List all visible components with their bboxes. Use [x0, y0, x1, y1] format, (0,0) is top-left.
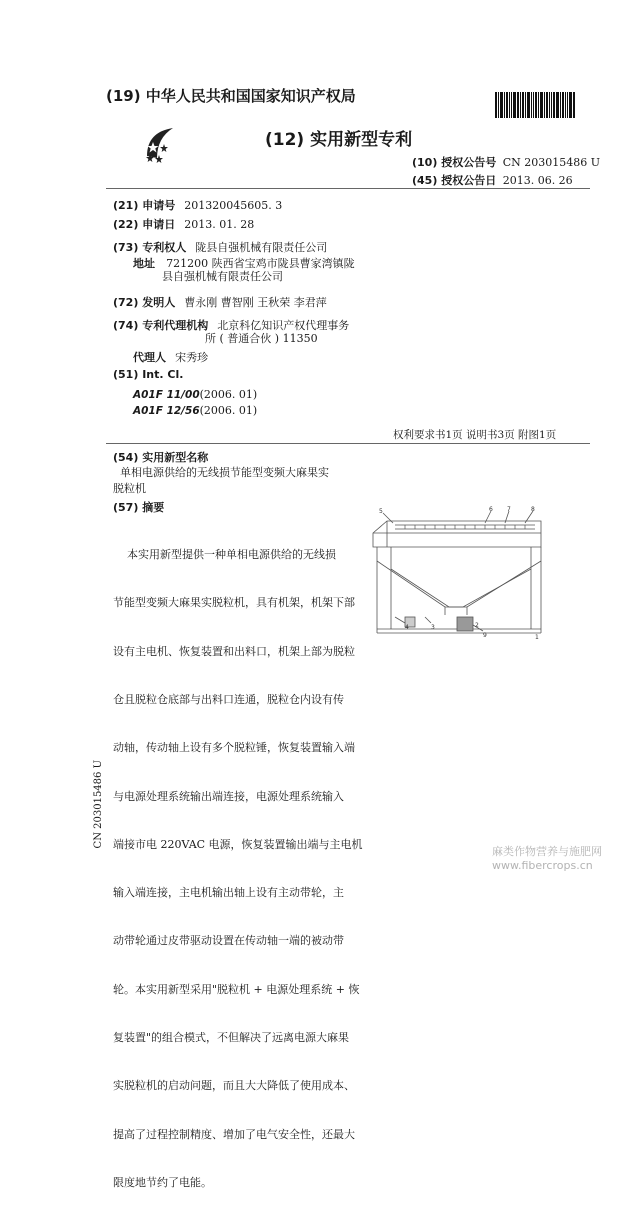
- title-label: (54) 实用新型名称: [113, 451, 209, 464]
- abstract-line: 设有主电机、恢复装置和出料口，机架上部为脱粒: [113, 644, 355, 658]
- inventors-label: (72) 发明人: [113, 296, 176, 309]
- watermark-url: www.fibercrops.cn: [492, 859, 593, 872]
- abstract-text: [113, 515, 363, 1207]
- agent-value: 宋秀珍: [175, 351, 209, 364]
- abstract-line: 端接市电 220VAC 电源，恢复装置输出端与主电机: [113, 837, 363, 851]
- pub-date-label: (45) 授权公告日: [412, 174, 497, 187]
- abstract-line: 输入端连接，主电机输出轴上设有主动带轮，主: [113, 886, 344, 900]
- inventors: [113, 291, 327, 310]
- int-cl-label: (51) Int. Cl.: [113, 368, 184, 381]
- abstract-line: 仓且脱粒仓底部与出料口连通，脱粒仓内设有传: [113, 693, 344, 707]
- int-cl-2: [133, 399, 257, 418]
- barcode: [495, 92, 587, 118]
- address-line-2: 县自强机械有限责任公司: [162, 270, 283, 283]
- biblio-divider: [106, 443, 590, 444]
- agency-line-2: 所 ( 普通合伙 ) 11350: [205, 332, 318, 345]
- agent: [133, 346, 208, 365]
- title-line-1: 单相电源供给的无线损节能型变频大麻果实: [120, 466, 329, 479]
- watermark-title: 麻类作物营养与施肥网: [492, 845, 602, 858]
- abstract-line: 限度地节约了电能。: [113, 1175, 212, 1189]
- abstract-line: 复装置"的组合模式，不但解决了远离电源大麻果: [113, 1031, 350, 1044]
- abstract-line: 动带轮通过皮带驱动设置在传动轴一端的被动带: [113, 934, 344, 948]
- abstract-label: (57) 摘要: [113, 501, 165, 514]
- int-cl-1-version: (2006. 01): [199, 388, 258, 401]
- figure-label: 5: [379, 508, 383, 515]
- patentee-value: 陇县自强机械有限责任公司: [195, 241, 328, 254]
- pub-date-value: 2013. 06. 26: [502, 174, 573, 187]
- app-no-label: (21) 申请号: [113, 199, 176, 212]
- cnipa-logo: [143, 124, 181, 164]
- abstract-line: 轮。本实用新型采用"脱粒机 + 电源处理系统 + 恢: [113, 982, 360, 996]
- header-divider: [106, 188, 590, 189]
- figure-label: 8: [531, 506, 535, 513]
- int-cl-2-version: (2006. 01): [199, 404, 258, 417]
- office-name: (19) 中华人民共和国国家知识产权局: [106, 87, 356, 105]
- figure-label: 6: [489, 506, 493, 513]
- address-label: 地址: [133, 257, 155, 270]
- figure-label: 3: [431, 624, 435, 631]
- thresher-drawing: [365, 505, 550, 640]
- figure-label: 2: [475, 622, 479, 629]
- int-cl-2-code: A01F 12/56: [133, 405, 200, 417]
- publication-date: [412, 172, 573, 188]
- agency-label: (74) 专利代理机构: [113, 319, 209, 332]
- pub-no-value: CN 203015486 U: [502, 156, 600, 169]
- abstract-line: 动轴，传动轴上设有多个脱粒锤，恢复装置输入端: [113, 741, 355, 755]
- figure-label: 9: [483, 632, 487, 639]
- document-type: (12) 实用新型专利: [265, 130, 413, 150]
- abstract-line: 提高了过程控制精度、增加了电气安全性，还最大: [113, 1127, 355, 1141]
- abstract-line: 实脱粒机的启动问题，而且大大降低了使用成本、: [113, 1079, 355, 1093]
- figure-label: 4: [405, 624, 409, 631]
- agent-label: 代理人: [133, 351, 166, 364]
- figure-label: 1: [535, 634, 539, 640]
- address-line-1: 721200 陕西省宝鸡市陇县曹家湾镇陇: [166, 257, 355, 270]
- app-no-value: 201320045605. 3: [184, 199, 283, 212]
- figure-label: 7: [507, 506, 511, 513]
- abstract-line: 节能型变频大麻果实脱粒机，具有机架，机架下部: [113, 596, 355, 610]
- filing-date-value: 2013. 01. 28: [184, 218, 255, 231]
- abstract-line: 与电源处理系统输出端连接，电源处理系统输入: [113, 789, 344, 803]
- int-cl-1-code: A01F 11/00: [133, 389, 200, 401]
- application-number: [113, 194, 282, 213]
- side-publication-number: CN 203015486 U: [93, 760, 104, 849]
- inventors-value: 曹永刚 曹智刚 王秋荣 李君萍: [184, 296, 327, 309]
- filing-date: [113, 213, 254, 232]
- publication-number: [412, 154, 600, 170]
- pub-no-label: (10) 授权公告号: [412, 156, 497, 169]
- abstract-line: 本实用新型提供一种单相电源供给的无线损: [113, 548, 336, 562]
- agency-line-1: 北京科亿知识产权代理事务: [217, 319, 350, 332]
- pages-info: 权利要求书1页 说明书3页 附图1页: [393, 429, 557, 441]
- patentee-label: (73) 专利权人: [113, 241, 187, 254]
- title-line-2: 脱粒机: [113, 482, 146, 495]
- filing-date-label: (22) 申请日: [113, 218, 176, 231]
